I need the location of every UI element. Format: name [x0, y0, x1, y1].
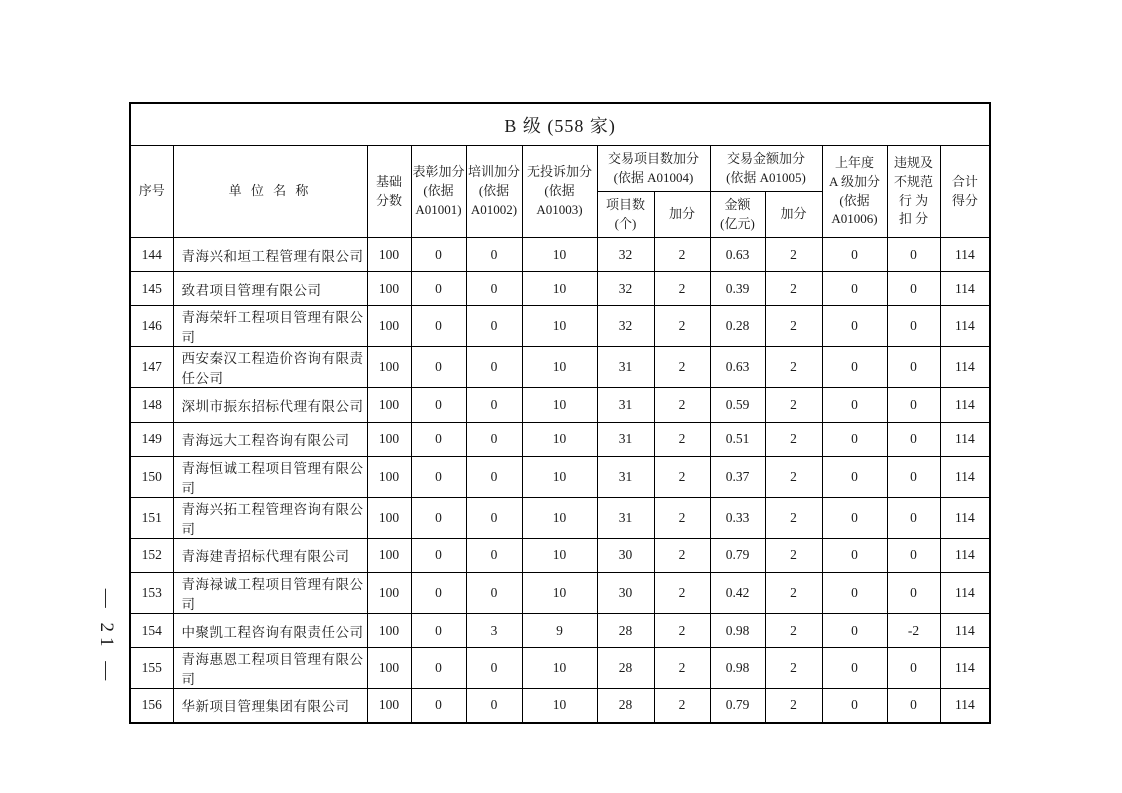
score-cell: 0 — [411, 648, 466, 689]
header-line: 培训加分 — [467, 164, 520, 180]
header-no-complaint-bonus — [522, 146, 597, 238]
serial-cell: 155 — [130, 648, 173, 689]
score-cell: 0.63 — [710, 238, 765, 272]
score-cell: 10 — [522, 272, 597, 306]
score-cell: 2 — [654, 347, 710, 388]
score-cell: 114 — [940, 272, 990, 306]
score-cell: 0 — [887, 497, 940, 538]
serial-cell: 151 — [130, 497, 173, 538]
score-cell: 0 — [411, 272, 466, 306]
company-name-cell: 致君项目管理有限公司 — [173, 272, 367, 306]
header-line: (亿元) — [720, 215, 755, 231]
score-cell: -2 — [887, 613, 940, 647]
header-line: 不规范 — [893, 173, 933, 189]
serial-cell: 150 — [130, 456, 173, 497]
header-line: A01003) — [536, 201, 583, 217]
score-cell: 2 — [654, 689, 710, 723]
serial-cell: 146 — [130, 306, 173, 347]
score-cell: 2 — [654, 648, 710, 689]
rating-table — [129, 102, 991, 724]
score-cell: 0.51 — [710, 422, 765, 456]
table-row — [130, 497, 990, 538]
score-cell: 0 — [822, 572, 887, 613]
score-cell: 0 — [466, 648, 522, 689]
score-cell: 0.98 — [710, 613, 765, 647]
score-cell: 32 — [597, 272, 654, 306]
table-row — [130, 388, 990, 422]
score-cell: 2 — [654, 238, 710, 272]
score-cell: 114 — [940, 347, 990, 388]
score-cell: 0 — [887, 538, 940, 572]
score-cell: 100 — [367, 422, 411, 456]
score-cell: 2 — [765, 689, 822, 723]
score-cell: 10 — [522, 388, 597, 422]
header-line: A01001) — [415, 201, 462, 217]
score-cell: 100 — [367, 648, 411, 689]
score-cell: 0.63 — [710, 347, 765, 388]
header-line: 上年度 — [834, 154, 874, 170]
score-cell: 2 — [765, 538, 822, 572]
table-row — [130, 456, 990, 497]
score-cell: 114 — [940, 238, 990, 272]
header-last-year-a-bonus — [822, 146, 887, 238]
company-name-cell: 青海惠恩工程项目管理有限公司 — [173, 648, 367, 689]
score-cell: 0 — [887, 238, 940, 272]
header-project-count-group — [597, 146, 710, 192]
score-cell: 0 — [887, 388, 940, 422]
table-row — [130, 306, 990, 347]
score-cell: 2 — [654, 456, 710, 497]
score-cell: 2 — [765, 347, 822, 388]
header-line: 分数 — [375, 192, 402, 208]
score-cell: 30 — [597, 538, 654, 572]
score-cell: 2 — [765, 272, 822, 306]
serial-cell: 153 — [130, 572, 173, 613]
score-cell: 0.28 — [710, 306, 765, 347]
company-name-cell: 西安秦汉工程造价咨询有限责任公司 — [173, 347, 367, 388]
header-line: A01006) — [831, 211, 878, 227]
score-cell: 0 — [822, 648, 887, 689]
score-cell: 31 — [597, 388, 654, 422]
company-name-cell: 青海恒诚工程项目管理有限公司 — [173, 456, 367, 497]
score-cell: 3 — [466, 613, 522, 647]
company-name-cell: 华新项目管理集团有限公司 — [173, 689, 367, 723]
score-cell: 9 — [522, 613, 597, 647]
score-cell: 2 — [654, 613, 710, 647]
table-header-row-1 — [130, 146, 990, 192]
header-line: 金额 — [724, 196, 751, 212]
header-line: (依据 — [423, 183, 454, 199]
score-cell: 10 — [522, 422, 597, 456]
score-cell: 28 — [597, 613, 654, 647]
score-cell: 0 — [411, 238, 466, 272]
score-cell: 100 — [367, 497, 411, 538]
company-name-cell: 青海建青招标代理有限公司 — [173, 538, 367, 572]
header-training-bonus — [466, 146, 522, 238]
score-cell: 100 — [367, 388, 411, 422]
score-cell: 114 — [940, 456, 990, 497]
serial-cell: 145 — [130, 272, 173, 306]
score-cell: 0 — [887, 422, 940, 456]
serial-cell: 149 — [130, 422, 173, 456]
table-body — [130, 238, 990, 723]
score-cell: 114 — [940, 422, 990, 456]
score-cell: 0 — [411, 422, 466, 456]
company-name-cell: 青海兴和垣工程管理有限公司 — [173, 238, 367, 272]
header-amount — [710, 192, 765, 238]
header-line: (依据 A01005) — [726, 169, 806, 185]
table-title: B 级 (558 家) — [130, 103, 990, 146]
score-cell: 31 — [597, 422, 654, 456]
serial-cell: 156 — [130, 689, 173, 723]
score-cell: 0 — [822, 238, 887, 272]
score-cell: 114 — [940, 497, 990, 538]
score-cell: 2 — [765, 456, 822, 497]
score-cell: 114 — [940, 572, 990, 613]
score-cell: 114 — [940, 388, 990, 422]
score-cell: 0 — [822, 422, 887, 456]
score-cell: 0.79 — [710, 538, 765, 572]
header-line: (依据 — [544, 183, 575, 199]
table-row — [130, 648, 990, 689]
header-line: 基础 — [375, 173, 402, 189]
score-cell: 0 — [822, 538, 887, 572]
score-cell: 0 — [887, 272, 940, 306]
score-cell: 2 — [765, 613, 822, 647]
score-cell: 10 — [522, 497, 597, 538]
score-cell: 0 — [466, 388, 522, 422]
score-cell: 100 — [367, 538, 411, 572]
table-title-row — [130, 103, 990, 146]
score-cell: 0.39 — [710, 272, 765, 306]
serial-cell: 154 — [130, 613, 173, 647]
table-row — [130, 613, 990, 647]
score-cell: 10 — [522, 572, 597, 613]
score-cell: 31 — [597, 347, 654, 388]
score-cell: 28 — [597, 689, 654, 723]
score-cell: 0 — [411, 388, 466, 422]
header-line: 合计 — [951, 173, 978, 189]
score-cell: 30 — [597, 572, 654, 613]
score-cell: 32 — [597, 238, 654, 272]
header-base-score — [367, 146, 411, 238]
score-cell: 2 — [654, 388, 710, 422]
score-cell: 10 — [522, 306, 597, 347]
score-cell: 0 — [411, 497, 466, 538]
serial-cell: 148 — [130, 388, 173, 422]
score-cell: 2 — [765, 388, 822, 422]
score-cell: 2 — [654, 272, 710, 306]
header-line: 扣 分 — [898, 211, 929, 227]
company-name-cell: 青海远大工程咨询有限公司 — [173, 422, 367, 456]
score-cell: 0 — [466, 238, 522, 272]
score-cell: 114 — [940, 538, 990, 572]
header-amount-group — [710, 146, 822, 192]
header-line: 项目数 — [605, 196, 645, 212]
header-project-count — [597, 192, 654, 238]
score-cell: 0 — [466, 347, 522, 388]
score-cell: 0.33 — [710, 497, 765, 538]
score-cell: 2 — [765, 497, 822, 538]
header-total-score — [940, 146, 990, 238]
score-cell: 100 — [367, 613, 411, 647]
score-cell: 0 — [466, 422, 522, 456]
score-cell: 31 — [597, 456, 654, 497]
score-cell: 2 — [654, 538, 710, 572]
company-name-cell: 青海禄诚工程项目管理有限公司 — [173, 572, 367, 613]
score-cell: 0 — [466, 497, 522, 538]
score-cell: 0 — [822, 306, 887, 347]
score-cell: 0.59 — [710, 388, 765, 422]
header-amount-bonus: 加分 — [765, 192, 822, 238]
score-cell: 100 — [367, 689, 411, 723]
score-cell: 0 — [887, 648, 940, 689]
score-cell: 0 — [822, 388, 887, 422]
score-cell: 0 — [411, 306, 466, 347]
header-line: 行 为 — [898, 192, 929, 208]
company-name-cell: 青海荣轩工程项目管理有限公司 — [173, 306, 367, 347]
header-line: 得分 — [951, 192, 978, 208]
header-project-bonus: 加分 — [654, 192, 710, 238]
score-cell: 100 — [367, 572, 411, 613]
header-line: 无投诉加分 — [526, 164, 592, 180]
score-cell: 0 — [887, 689, 940, 723]
score-cell: 31 — [597, 497, 654, 538]
score-cell: 0 — [466, 572, 522, 613]
company-name-cell: 中聚凯工程咨询有限责任公司 — [173, 613, 367, 647]
header-line: (依据 — [478, 183, 510, 199]
score-cell: 100 — [367, 347, 411, 388]
serial-cell: 152 — [130, 538, 173, 572]
score-cell: 2 — [654, 306, 710, 347]
header-line: A01002) — [470, 201, 518, 217]
table-row — [130, 347, 990, 388]
score-cell: 10 — [522, 648, 597, 689]
score-cell: 0 — [887, 572, 940, 613]
score-cell: 28 — [597, 648, 654, 689]
score-cell: 0 — [466, 272, 522, 306]
score-cell: 0 — [822, 347, 887, 388]
header-line: 交易金额加分 — [726, 150, 805, 166]
header-line: 表彰加分 — [412, 164, 465, 180]
header-line: (依据 — [839, 192, 870, 208]
score-cell: 2 — [765, 648, 822, 689]
table-row — [130, 238, 990, 272]
score-cell: 0.98 — [710, 648, 765, 689]
score-cell: 114 — [940, 689, 990, 723]
score-cell: 0 — [411, 538, 466, 572]
score-cell: 0 — [887, 347, 940, 388]
score-cell: 2 — [654, 572, 710, 613]
score-cell: 0 — [411, 572, 466, 613]
score-cell: 100 — [367, 272, 411, 306]
serial-cell: 144 — [130, 238, 173, 272]
score-cell: 0 — [411, 347, 466, 388]
serial-cell: 147 — [130, 347, 173, 388]
header-serial: 序号 — [130, 146, 173, 238]
header-line: A 级加分 — [829, 173, 880, 189]
header-company-name: 单 位 名 称 — [173, 146, 367, 238]
score-cell: 0 — [466, 538, 522, 572]
table-row — [130, 572, 990, 613]
score-cell: 10 — [522, 456, 597, 497]
score-cell: 0 — [887, 456, 940, 497]
table-row — [130, 272, 990, 306]
page-number: — 21 — — [96, 588, 117, 686]
score-cell: 0 — [822, 272, 887, 306]
score-cell: 0.37 — [710, 456, 765, 497]
score-cell: 100 — [367, 306, 411, 347]
header-line: 违规及 — [893, 154, 933, 170]
score-cell: 114 — [940, 613, 990, 647]
table-row — [130, 422, 990, 456]
score-cell: 2 — [654, 497, 710, 538]
score-cell: 0 — [822, 613, 887, 647]
score-cell: 10 — [522, 347, 597, 388]
score-cell: 100 — [367, 238, 411, 272]
score-cell: 0.79 — [710, 689, 765, 723]
header-line: (依据 A01004) — [613, 169, 694, 185]
score-cell: 0 — [411, 456, 466, 497]
score-cell: 2 — [765, 306, 822, 347]
company-name-cell: 青海兴拓工程管理咨询有限公司 — [173, 497, 367, 538]
score-cell: 0.42 — [710, 572, 765, 613]
score-cell: 114 — [940, 306, 990, 347]
score-cell: 32 — [597, 306, 654, 347]
score-cell: 0 — [411, 613, 466, 647]
score-cell: 0 — [466, 456, 522, 497]
score-cell: 0 — [887, 306, 940, 347]
score-cell: 0 — [466, 306, 522, 347]
score-cell: 0 — [822, 689, 887, 723]
score-cell: 2 — [765, 572, 822, 613]
score-cell: 114 — [940, 648, 990, 689]
score-cell: 100 — [367, 456, 411, 497]
header-commend-bonus — [411, 146, 466, 238]
header-line: (个) — [614, 215, 637, 231]
table-row — [130, 538, 990, 572]
score-cell: 2 — [654, 422, 710, 456]
score-cell: 0 — [411, 689, 466, 723]
header-line: 交易项目数加分 — [607, 150, 699, 166]
score-cell: 10 — [522, 689, 597, 723]
company-name-cell: 深圳市振东招标代理有限公司 — [173, 388, 367, 422]
score-cell: 0 — [466, 689, 522, 723]
header-violation-deduction — [887, 146, 940, 238]
table-row — [130, 689, 990, 723]
score-cell: 10 — [522, 238, 597, 272]
score-cell: 0 — [822, 497, 887, 538]
score-cell: 0 — [822, 456, 887, 497]
score-cell: 2 — [765, 422, 822, 456]
score-cell: 2 — [765, 238, 822, 272]
score-cell: 10 — [522, 538, 597, 572]
